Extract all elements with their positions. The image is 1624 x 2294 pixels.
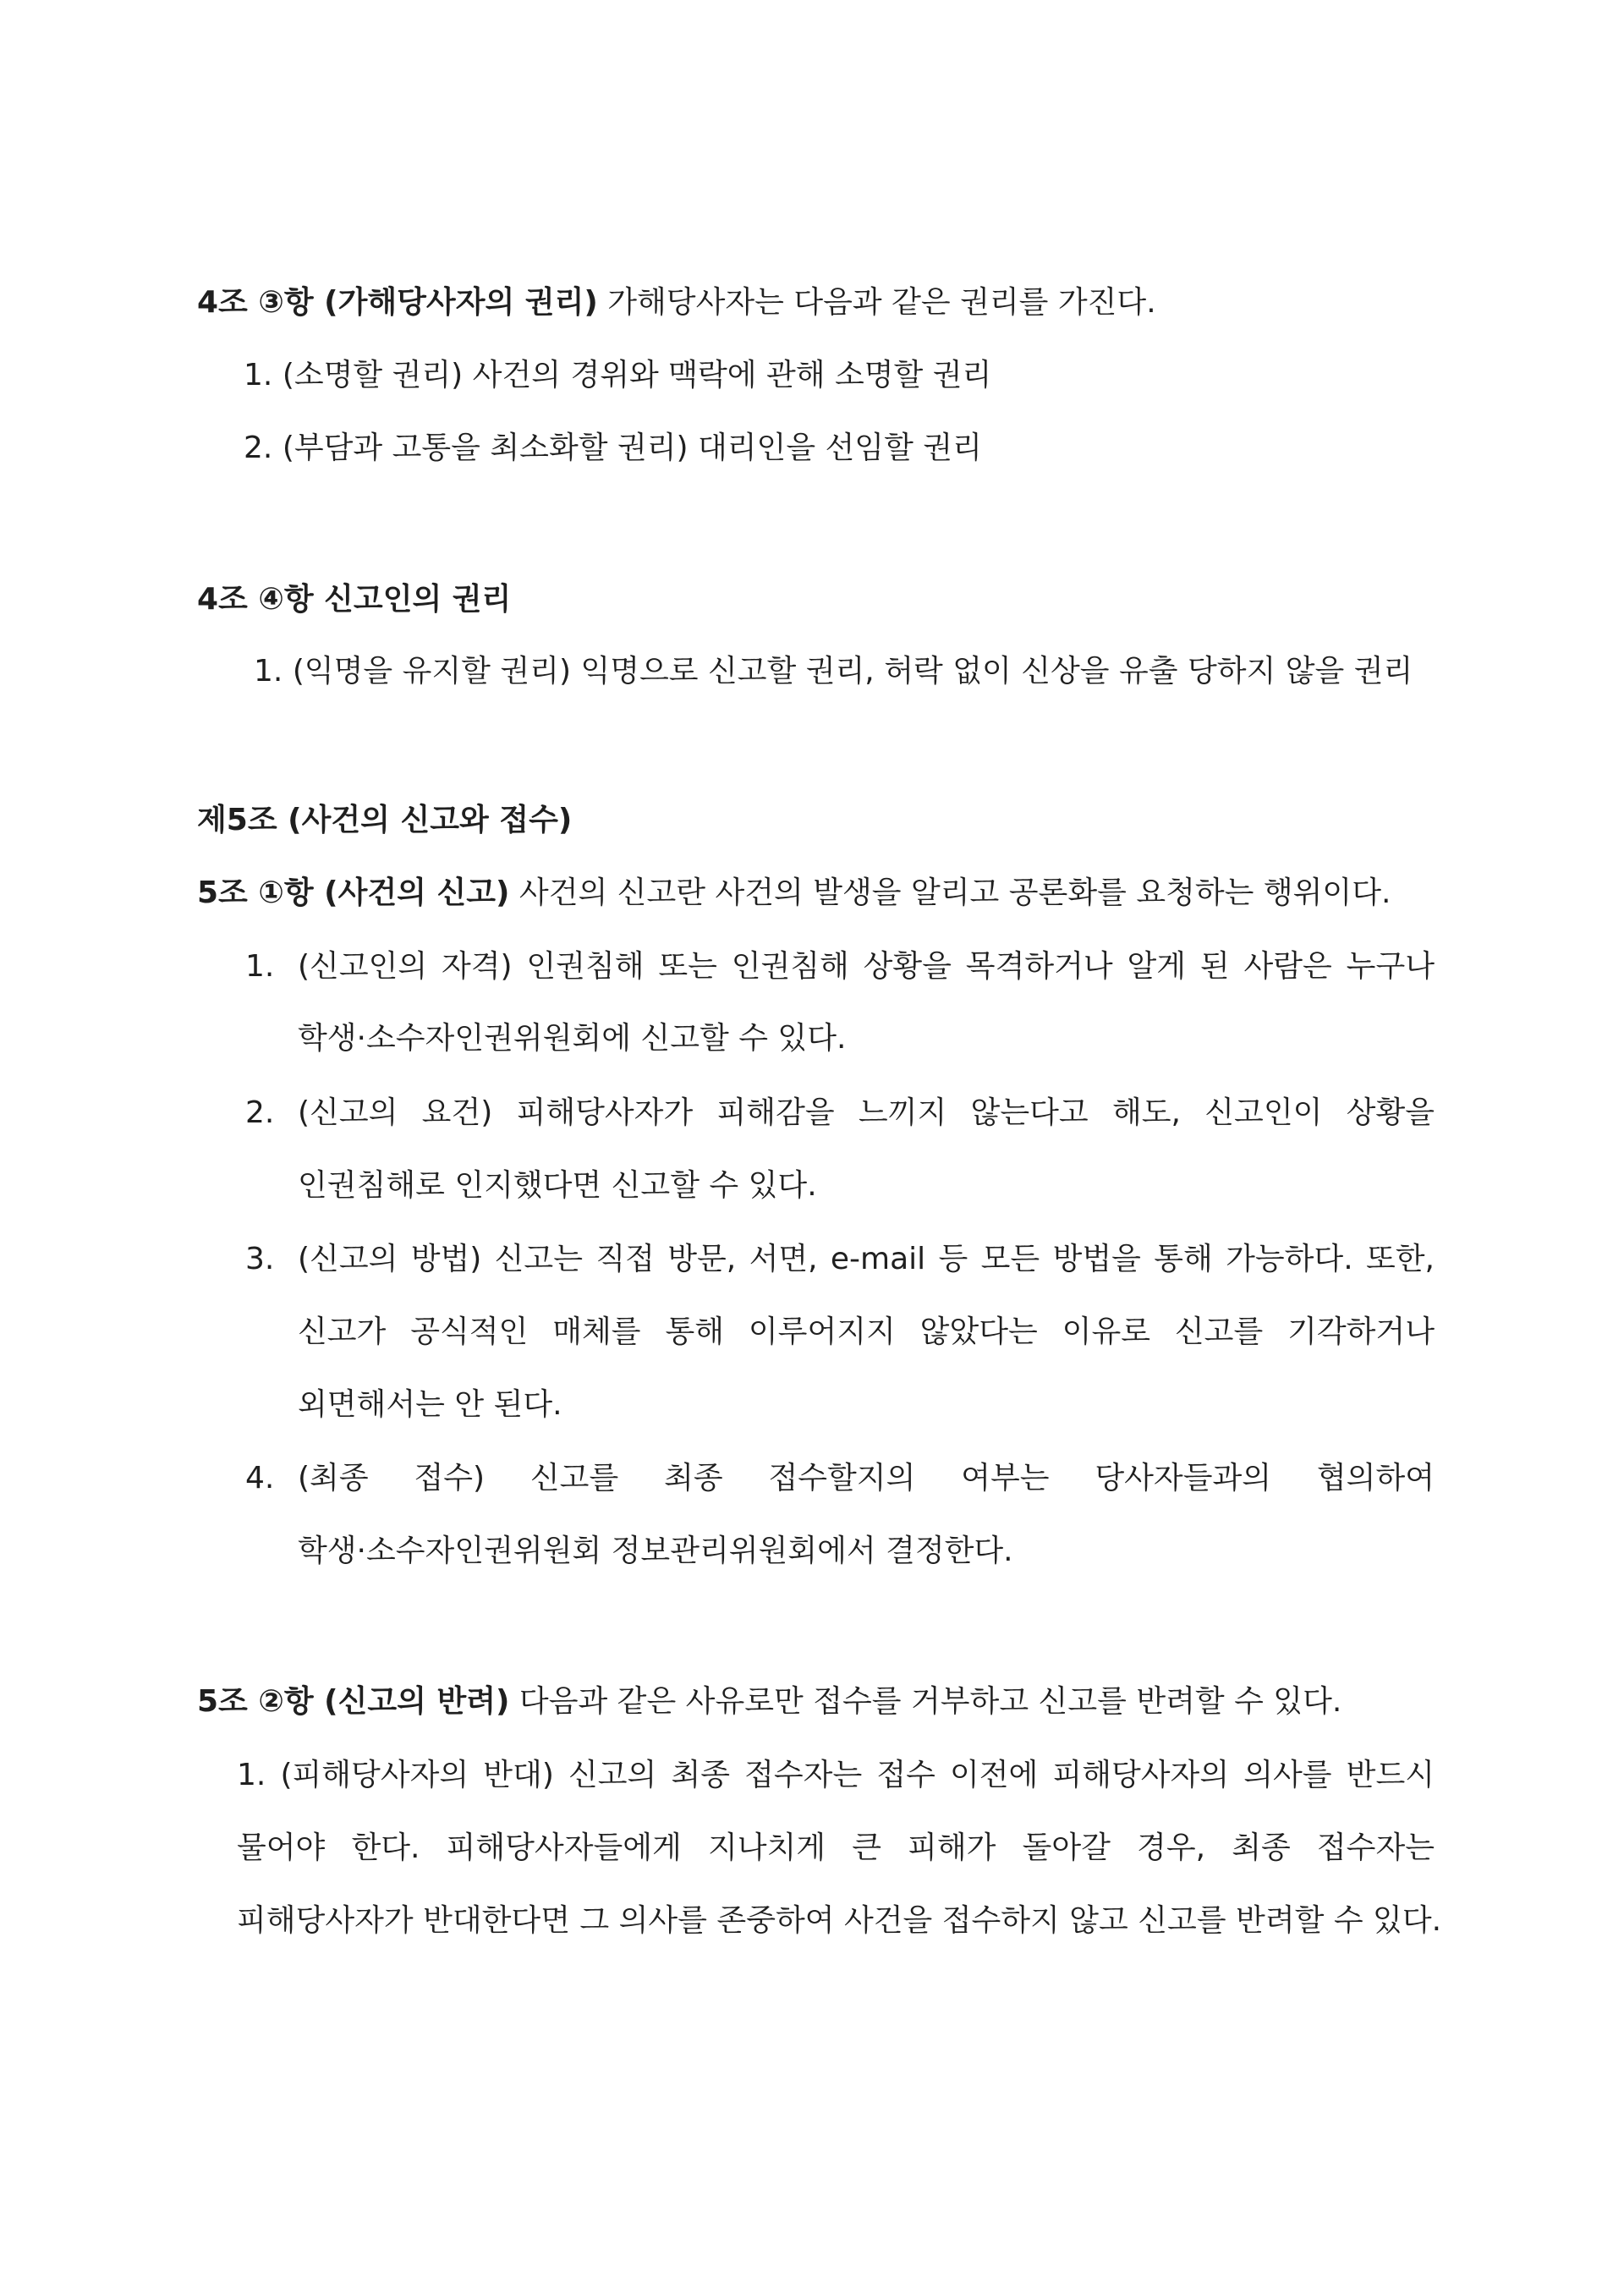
article5-p1-item-4-number: 4. bbox=[245, 1461, 275, 1495]
item-number: 1. bbox=[244, 358, 273, 392]
item-text: (소명할 권리) 사건의 경위와 맥락에 관해 소명할 권리 bbox=[282, 358, 992, 392]
item-number: 1. bbox=[254, 654, 283, 689]
item-number: 2. bbox=[244, 431, 273, 465]
article5-p1-item-2-line-2: 인권침해로 인지했다면 신고할 수 있다. bbox=[298, 1168, 817, 1203]
article4-p3-heading-text: 가해당사자는 다음과 같은 권리를 가진다. bbox=[597, 285, 1156, 320]
article5-p2-heading bbox=[197, 1683, 1341, 1720]
item-text: (부담과 고통을 최소화할 권리) 대리인을 선임할 권리 bbox=[282, 431, 982, 465]
article5-p2-heading-bold: 5조 ②항 (신고의 반려) bbox=[197, 1684, 510, 1719]
article4-p3-heading bbox=[197, 284, 1156, 321]
article5-p1-heading-bold: 5조 ①항 (사건의 신고) bbox=[197, 875, 510, 910]
article5-title: 제5조 (사건의 신고와 접수) bbox=[197, 803, 573, 837]
item-text: (익명을 유지할 권리) 익명으로 신고할 권리, 허락 없이 신상을 유출 당하지 않을 권리 bbox=[292, 654, 1413, 689]
article5-p2-item-line-2: 물어야 한다. 피해당사자들에게 지나치게 큰 피해가 돌아갈 경우, 최종 접수자는 bbox=[237, 1830, 1435, 1865]
article5-p1-item-2-number: 2. bbox=[245, 1095, 275, 1130]
article4-p3-heading-bold: 4조 ③항 (가해당사자의 권리) bbox=[197, 285, 598, 320]
article5-p1-item-4-line-2: 학생·소수자인권위원회 정보관리위원회에서 결정한다. bbox=[298, 1534, 1013, 1568]
article5-p1-item-2-line-1: (신고의 요건) 피해당사자가 피해감을 느끼지 않는다고 해도, 신고인이 상황을 bbox=[298, 1095, 1435, 1130]
article5-p1-item-4-line-1: (최종 접수) 신고를 최종 접수할지의 여부는 당사자들과의 협의하여 bbox=[298, 1461, 1435, 1495]
article4-p4-heading bbox=[197, 581, 511, 618]
article5-p1-item-1-number: 1. bbox=[245, 949, 275, 984]
article5-p1-heading-text: 사건의 신고란 사건의 발생을 알리고 공론화를 요청하는 행위이다. bbox=[509, 875, 1391, 910]
article5-p2-heading-text: 다음과 같은 사유로만 접수를 거부하고 신고를 반려할 수 있다. bbox=[509, 1684, 1342, 1719]
article5-p2-item-line-3: 피해당사자가 반대한다면 그 의사를 존중하여 사건을 접수하지 않고 신고를 반려할 수 있다. bbox=[237, 1903, 1442, 1938]
article5-p1-item-1-line-1: (신고인의 자격) 인권침해 또는 인권침해 상황을 목격하거나 알게 된 사람은 누구나 bbox=[298, 949, 1435, 984]
article5-p1-item-3-line-3: 외면해서는 안 된다. bbox=[298, 1387, 562, 1422]
article4-p3-item-1 bbox=[244, 357, 991, 394]
article4-p3-item-2 bbox=[244, 430, 982, 467]
article5-p1-heading bbox=[197, 875, 1391, 912]
article5-p1-item-3-number: 3. bbox=[245, 1242, 275, 1276]
article5-p1-item-1-line-2: 학생·소수자인권위원회에 신고할 수 있다. bbox=[298, 1021, 847, 1056]
article5-p2-item-line-1: 1. (피해당사자의 반대) 신고의 최종 접수자는 접수 이전에 피해당사자의 의사를 반드시 bbox=[237, 1758, 1435, 1792]
article4-p4-heading-bold: 4조 ④항 신고인의 권리 bbox=[197, 582, 512, 617]
article5-p1-item-3-line-1: (신고의 방법) 신고는 직접 방문, 서면, e-mail 등 모든 방법을 통해 가능하다. 또한, bbox=[298, 1242, 1435, 1276]
article4-p4-item-1 bbox=[254, 653, 1413, 690]
article5-p1-item-3-line-2: 신고가 공식적인 매체를 통해 이루어지지 않았다는 이유로 신고를 기각하거나 bbox=[298, 1314, 1435, 1349]
